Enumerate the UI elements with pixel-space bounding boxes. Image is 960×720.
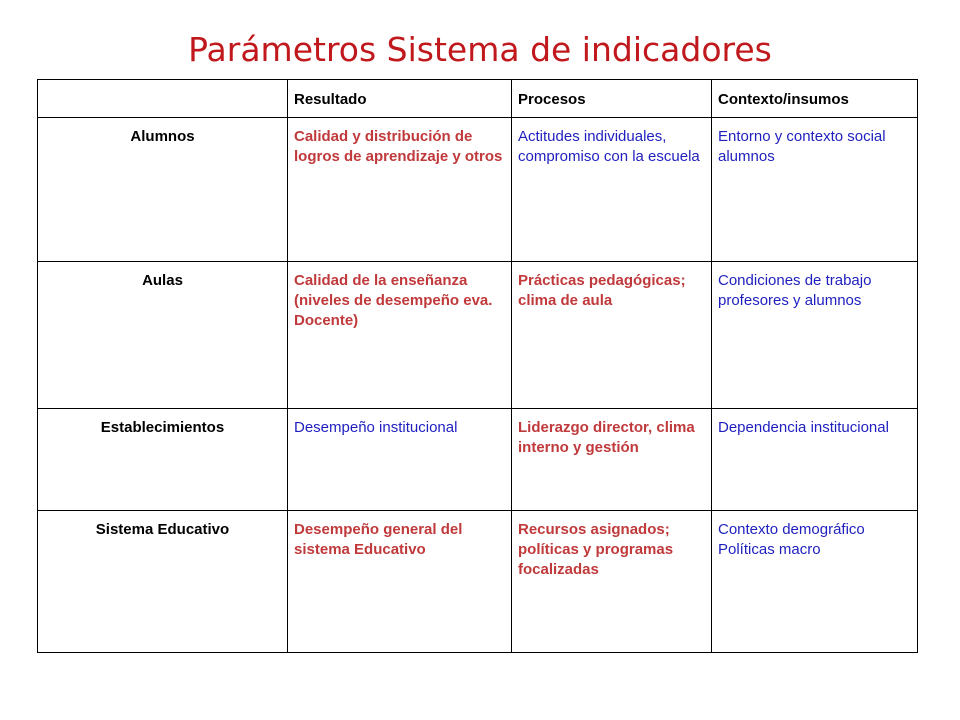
data-cell [712,262,918,409]
cell-text: Dependencia institucional [718,419,889,436]
data-cell [288,118,512,262]
row-label: Sistema Educativo [95,521,230,538]
header-label: Contexto/insumos [718,91,849,108]
data-cell [712,511,918,653]
row-label: Establecimientos [100,419,225,436]
cell-text: Calidad de la enseñanza (niveles de desempeño eva. Docente) [294,272,493,329]
data-cell [512,511,712,653]
row-label-cell [38,118,288,262]
indicators-table [37,79,918,653]
data-cell [512,262,712,409]
table-row [38,409,918,511]
cell-text: Desempeño general del sistema Educativo [294,521,463,558]
cell-text: Liderazgo director, clima interno y gestión [518,419,695,456]
cell-text: Actitudes individuales, compromiso con la escuela [518,128,700,165]
data-cell [712,409,918,511]
cell-text: Recursos asignados; políticas y programas focalizadas [518,521,674,578]
header-cell-resultado [288,80,512,118]
row-label-cell [38,511,288,653]
cell-text: Entorno y contexto social alumnos [718,128,886,165]
row-label: Aulas [142,272,183,289]
header-cell-contexto [712,80,918,118]
cell-text: Desempeño institucional [294,419,458,436]
cell-text: Prácticas pedagógicas; clima de aula [518,272,686,309]
table-row [38,118,918,262]
cell-text: Calidad y distribución de logros de aprendizaje y otros [294,128,503,165]
header-label: Resultado [294,91,367,108]
header-cell-empty [38,80,288,118]
data-cell [512,118,712,262]
cell-text: Condiciones de trabajo profesores y alumnos [718,272,872,309]
header-cell-procesos [512,80,712,118]
slide-title: Parámetros Sistema de indicadores [188,30,772,69]
row-label-cell [38,409,288,511]
table-row [38,262,918,409]
data-cell [712,118,918,262]
row-label-cell [38,262,288,409]
cell-text: Contexto demográfico Políticas macro [718,521,865,558]
data-cell [512,409,712,511]
header-label: Procesos [518,91,586,108]
table-row [38,511,918,653]
data-cell [288,511,512,653]
data-cell [288,409,512,511]
row-label: Alumnos [130,128,195,145]
data-cell [288,262,512,409]
table-header-row [38,80,918,118]
